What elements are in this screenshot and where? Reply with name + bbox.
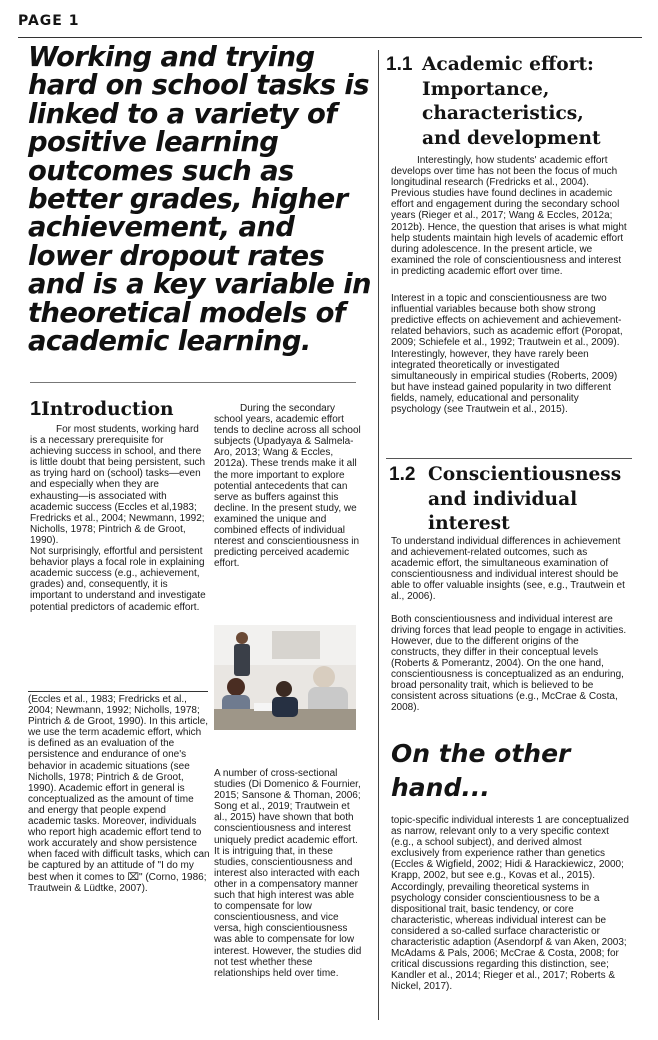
introduction-title: Introduction [41, 399, 174, 420]
classroom-photo [214, 625, 356, 730]
lower-left-rule [28, 691, 208, 692]
section-1-2-number: 1.2 [389, 464, 416, 485]
introduction-number: 1 [30, 398, 42, 420]
section-1-2-title: Conscientiousness and individual interest [428, 464, 622, 534]
other-hand-heading: On the other hand... [391, 739, 571, 802]
header-rule [18, 37, 642, 38]
introduction-paragraph: (Eccles et al., 1983; Fredricks et al., 2004; Newmann, 1992; Nicholls, 1978; Pintrich & de Groot, 1990). In this article, we use the term academic effort, which is defined as an evaluation of the persistence and endurance of one's behavior in academic situations (see Nicholls, 1978; Pintrich & de Groot, 1990). Academic effort in general is conceptualized as the amount of time and energy that people expend academic tasks. Moreover, individuals who report high academic effort tend to work accurately and show persistence when faced with difficult tasks, which can be captured by an attitude of "I do my best when it comes to ⌧" (Corno, 1986; Trautwein & Lüdtke, 2007). [28, 694, 210, 894]
other-hand-body [391, 815, 629, 993]
section-1-1-paragraph: Interestingly, how students' academic effort develops over time has not been the focus of much longitudinal research (Fredricks et al., 2004). Previous studies have found declines in academic effort and engagement during the secondary school years (Rieger et al., 2017; Wang & Eccles, 2012a; 2012b). Hence, the question that arises is what might help students maintain high levels of academic effort during adolescence. In the present article, we examined the role of conscientiousness and interest in predicting academic effort over time. [391, 155, 627, 277]
section-1-1-body [391, 155, 627, 415]
introduction-column-mid [214, 403, 364, 569]
section-1-1-rule [386, 458, 632, 459]
pull-quote: Working and trying hard on school tasks is linked to a variety of positive learning outcomes such as better grades, higher achievement, and lower dropout rates and is a key variable in theoretical models of academic learning. [28, 42, 371, 358]
column-divider [378, 50, 379, 1020]
section-1-2-paragraph: To understand individual differences in achievement and achievement-related outcomes, such as academic effort, the simultaneous examination of conscientiousness and individual interest should be able to offer valuable insights (see, e.g., Trautwein et al., 2006). [391, 536, 625, 603]
lower-left-column [28, 694, 211, 894]
other-hand-paragraph: topic-specific individual interests 1 are conceptualized as narrow, relevant only to a very specific context (e.g., a school subject), and derived almost exclusively from experience rather than genetics (Eccles & Wigfield, 2002; Hidi & Harackiewicz, 2000; Krapp, 2002, but see e.g., Kovas et al., 2015). Accordingly, prevailing theoretical systems in psychology consider conscientiousness to be a dispositional trait, basic tendency, or core characteristic, whereas individual interest can be considered a so-called surface characteristic or characteristic adaption (Asendorpf & van Aken, 2003; McAdams & Pals, 2006; McCrae & Costa, 2008; for critical discussions regarding this distinction, see; Kandler et al., 2014; Rieger et al., 2017; Roberts & Nickel, 2017). [391, 815, 629, 993]
section-1-1-number: 1.1 [386, 54, 413, 75]
section-1-2-paragraph: Both conscientiousness and individual interest are driving forces that lead people to engage in activities. However, due to the different origins of the constructs, they differ in their conceptual levels (Roberts & Pomerantz, 2004). On the one hand, conscientiousness is conceptualized as an enduring, broad personality trait, which is believed to be consistent across situations (e.g., McCrae & Costa, 2008). [391, 613, 627, 714]
introduction-paragraph: For most students, working hard is a necessary prerequisite for achieving success in school, and there is little doubt that being persistent, such as trying hard on (school) tasks—even and especially when they are exhausting—is associated with academic success (Eccles et al,1983; Fredricks et al., 2004; Newmann, 1992; Nicholls, 1978; Pintrich & de Groot, 1990). [30, 424, 206, 546]
lower-mid-column [214, 768, 364, 979]
introduction-heading [30, 398, 174, 423]
introduction-paragraph: A number of cross-sectional studies (Di Domenico & Fournier, 2015; Sansone & Thoman, 2006; Song et al., 2019; Trautwein et al., 2015) have shown that both conscientiousness and interest uniquely predict academic effort. It is intriguing that, in these studies, conscientiousness and interest also interacted with each other in a compensatory manner such that high interest was able to compensate for low conscientiousness, and vice versa, high conscientiousness was able to compensate for low interest. However, the studies did not test whether these relationships held over time. [214, 768, 362, 979]
section-1-2-body [391, 536, 629, 713]
introduction-paragraph: Not surprisingly, effortful and persistent behavior plays a focal role in explaining academic success (e.g., achievement, grades) and, consequently, it is important to understand and investigate potential predictors of academic effort. [30, 546, 206, 613]
introduction-paragraph: During the secondary school years, academic effort tends to decline across all school subjects (Upadyaya & Salmela-Aro, 2013; Wang & Eccles, 2012a). These trends make it all the more important to explore potential antecedents that can serve as buffers against this decline. In the present study, we examined the unique and combined effects of individual nterest and conscientiousness in predicting perceived academic effort. [214, 403, 361, 570]
section-1-1-paragraph: Interest in a topic and conscientiousness are two influential variables because both show strong predictive effects on achievement and achievement-related behaviors, such as academic effort (Poropat, 2009; Schiefele et al., 1992; Trautwein et al., 2009). Interestingly, however, they have rarely been integrated theoretically or investigated simultaneously in empirical studies (Roberts, 2009) but have instead gained popularity in two different fields, namely, educational and personality psychology (see Trautwein et al., 2015). [391, 293, 623, 415]
section-1-2-heading [389, 463, 629, 537]
pull-quote-rule [30, 382, 356, 383]
classroom-photo-icon [214, 625, 356, 730]
page-label: PAGE 1 [18, 13, 80, 29]
section-1-1-title: Academic effort: Importance, characteristics, and development [422, 54, 601, 149]
introduction-column-left [30, 424, 206, 613]
section-1-1-heading [386, 53, 626, 151]
